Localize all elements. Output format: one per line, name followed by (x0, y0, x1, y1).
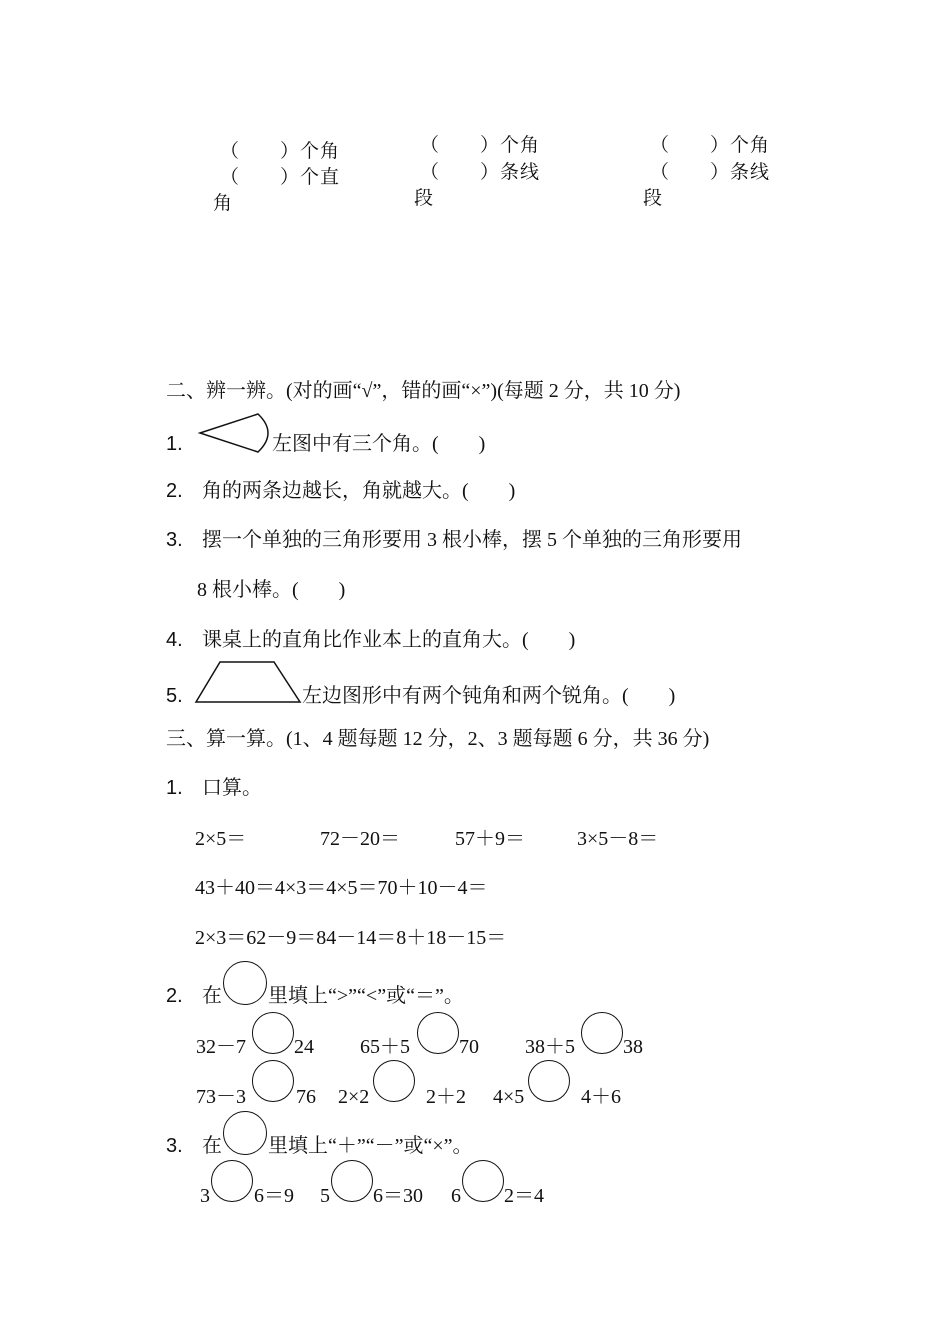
operator-1-blank[interactable] (211, 1160, 253, 1202)
s3-q3-post: 里填上“＋”“－”或“×”。 (268, 1135, 473, 1157)
operator-3-blank[interactable] (462, 1160, 504, 1202)
col2-angle-count: （ ）个角 (420, 135, 541, 156)
compare-5-blank[interactable] (373, 1060, 415, 1102)
section2-title: 二、辨一辨。(对的画“√”，错的画“×”)(每题 2 分，共 10 分) (166, 380, 681, 402)
s3-q1-label: 口算。 (202, 777, 262, 799)
compare-6-left: 4×5 (493, 1086, 525, 1108)
s2-q2-text: 角的两条边越长，角就越大。( ) (202, 480, 516, 502)
compare-3-left: 38＋5 (525, 1036, 575, 1058)
mental-math-4: 3×5－8＝ (577, 828, 659, 850)
section3-title: 三、算一算。(1、4 题每题 12 分，2、3 题每题 6 分，共 36 分) (166, 728, 710, 750)
s3-q1-number: 1. (166, 777, 183, 799)
mental-math-3: 57＋9＝ (455, 828, 525, 850)
mental-math-1: 2×5＝ (195, 828, 247, 850)
compare-2-right: 70 (459, 1036, 479, 1058)
compare-4-left: 73－3 (196, 1086, 246, 1108)
compare-5-left: 2×2 (338, 1086, 370, 1108)
s2-q4-text: 课桌上的直角比作业本上的直角大。( ) (202, 629, 576, 651)
s3-q2-post: 里填上“>”“<”或“＝”。 (268, 985, 464, 1007)
s2-q3-text: 摆一个单独的三角形要用 3 根小棒，摆 5 个单独的三角形要用 (202, 529, 742, 551)
s3-q3-number: 3. (166, 1135, 183, 1157)
s2-q1-text: 左图中有三个角。( ) (272, 433, 486, 455)
compare-4-blank[interactable] (252, 1060, 294, 1102)
s2-q1-number: 1. (166, 433, 183, 455)
col1-angle-count: （ ）个角 (220, 141, 341, 162)
s2-q2-number: 2. (166, 480, 183, 502)
col1-wrap: 角 (213, 193, 234, 214)
mental-math-row3: 2×3＝62－9＝84－14＝8＋18－15＝ (195, 927, 507, 949)
s3-q2-pre: 在 (202, 985, 222, 1007)
operator-1-left: 3 (200, 1185, 210, 1207)
col1-right-angle-count: （ ）个直 (220, 167, 341, 188)
compare-6-right: 4＋6 (581, 1086, 621, 1108)
compare-5-right: 2＋2 (426, 1086, 466, 1108)
fan-shape-figure (198, 412, 274, 454)
col3-angle-count: （ ）个角 (650, 135, 771, 156)
operator-2-right: 6＝30 (373, 1185, 423, 1207)
circle-example-icon (223, 961, 267, 1005)
s3-q2-number: 2. (166, 985, 183, 1007)
compare-4-right: 76 (296, 1086, 316, 1108)
compare-1-left: 32－7 (196, 1036, 246, 1058)
compare-2-left: 65＋5 (360, 1036, 410, 1058)
mental-math-row2: 43＋40＝4×3＝4×5＝70＋10－4＝ (195, 877, 488, 899)
operator-3-left: 6 (451, 1185, 461, 1207)
operator-1-right: 6＝9 (254, 1185, 294, 1207)
compare-3-right: 38 (623, 1036, 643, 1058)
s2-q5-text: 左边图形中有两个钝角和两个锐角。( ) (302, 685, 676, 707)
compare-6-blank[interactable] (528, 1060, 570, 1102)
s2-q5-number: 5. (166, 685, 183, 707)
compare-3-blank[interactable] (581, 1012, 623, 1054)
mental-math-2: 72－20＝ (320, 828, 400, 850)
compare-1-blank[interactable] (252, 1012, 294, 1054)
compare-2-blank[interactable] (417, 1012, 459, 1054)
circle-example-icon (223, 1111, 267, 1155)
col3-segment-count: （ ）条线 (650, 162, 771, 183)
operator-2-blank[interactable] (331, 1160, 373, 1202)
col2-segment-count: （ ）条线 (420, 162, 541, 183)
col2-wrap: 段 (414, 188, 435, 209)
operator-2-left: 5 (320, 1185, 330, 1207)
trapezoid-figure (194, 660, 304, 704)
compare-1-right: 24 (294, 1036, 314, 1058)
s3-q3-pre: 在 (202, 1135, 222, 1157)
s2-q3-text-continued: 8 根小棒。( ) (197, 579, 346, 601)
s2-q3-number: 3. (166, 529, 183, 551)
s2-q4-number: 4. (166, 629, 183, 651)
operator-3-right: 2＝4 (504, 1185, 544, 1207)
col3-wrap: 段 (643, 188, 664, 209)
